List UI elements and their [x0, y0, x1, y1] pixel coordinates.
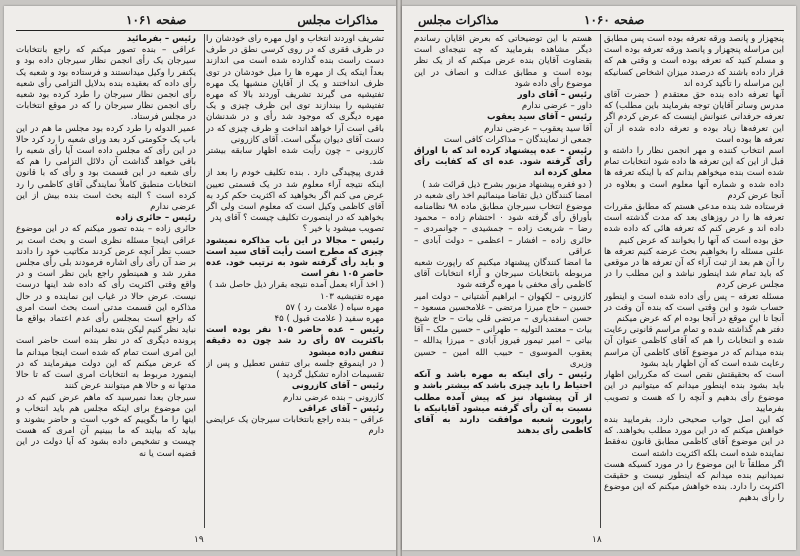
text-paragraph: پنجهزار و پانصد ورقه تعرفه بوده است پس مطابق این مراسله پنجهزار و پانصد ورقه تعرفه بوده است و مسلم کنید که تعرفه بوده است و وقتی هم که قرار داده باشند که درصدد میزان اشخاص کسانیکه این مراسله را تأکید کرده اند	[604, 34, 784, 89]
text-paragraph: رئیس – بفرمائید	[126, 34, 196, 44]
text-paragraph: رئیس – مجالا در این باب مذاکره نمیشود چیزی که مطرح است رأیت آقای سید است و باید رأی گرفته شود به ترتیب خود. عده حاضر ۱۰۵ نفر است	[206, 235, 384, 280]
text-paragraph: عمیر الدوله را طرد کرده بود مجلس ما هم در این باب یک حکومتی کرد بعد ورای شعبه را رد کرد حالا در این رأی که مجلس داده است آیا رأی شعبه را باقی خواهد گذاشت آن دلائل التزامی را هم که رأی شعبه در این قسمت بود و رأی که با قانون انتخابات منطبق کاملاً نمایندگی آقای کاظمی را رد کرده است ؟ البته بحث است بنده بیش از این عرضی ندارم	[16, 123, 196, 213]
text-paragraph: پرونده دیگری که در نظر بنده است حاضر است این امری است تمام که شده است اینجا میدانم ما که عرض میکنم که این دولت میفرمایند که در اینمورد مربوط به انتخابات امری است که تا حالا مدتها نه و حالا هم میتوانند عرض کنند	[16, 336, 196, 392]
text-paragraph: رئیس – آقای عراقی	[298, 403, 384, 414]
text-paragraph: امضا کنندگان ذیل تقاضا مینمائیم اخذ رای شعبه در موضوع انتخاب سیرجان مطابق ماده ۹۸ نظامنامه بأوراق رأی گرفته شود ۰ احتشام زاده – محمود رضا – شریعت زاده – جمشیدی – جوانمردی – حائری زاده – افشار – اعظمی – دولت آبادی – عراقی	[414, 190, 592, 257]
text-paragraph: اگر مطلقاً تا این موضوع را در مورد کسیکه هست نمیدانیم بنده میدانم که اینطور نیست و حقیقت اکثریت را دارد. بنده خواهش میکنم که این موضوع را رأی بدهیم	[604, 459, 784, 504]
text-paragraph: جمعی از نمایندگان – مذاکرات کافی است	[443, 134, 592, 145]
text-paragraph: علنی مسئله را بخواهیم بحث عرضه کنیم تعرفه ها را آن هم بعد از ثبت آراء که آن تعرفه ها در موقعی که باید تمام شد اینطور نباشد و این مطلب را در مجلس عرض کردم	[604, 246, 784, 291]
text-paragraph: رئیس – حائری زاده	[115, 213, 196, 224]
column-divider	[204, 34, 205, 528]
text-paragraph: است که بحقیقتش نقص است که مکرراین اظهار باید بشود بنده اینطور میدانم که میتوانیم در این موضوع رأی بدهیم و آنچه را که هست و تصویب بفرمایید	[604, 370, 784, 414]
text-paragraph: کازرونی – چون رأیت شده اظهار سابقه بیشتر شد.	[206, 146, 384, 168]
text-paragraph: تصویب میشود یا خیر ؟	[302, 224, 384, 235]
left-page-header-page: صفحه ۱۰۶۱	[126, 13, 187, 27]
text-paragraph: رئیس – آقای سید یعقوب	[487, 112, 592, 123]
right-page	[402, 6, 796, 550]
right-page-header	[414, 12, 784, 31]
text-paragraph: کازرونی – لکهوان – ابراهیم آشتیانی – دولت امیر حسین – حاج میرزا مرتضی – غلامحسین مسعود – حسن اسفندیاری – مرتضی قلی بیات – حاج شیخ بیات – معتمد التولیه – طهرانی – حسین ملک – آقا بیاتی – امیر تیمور فیروز آبادی – میرزا یدالله – یعقوب الموسوی – حبیب الله امین – حسین وزیری	[414, 291, 592, 369]
text-paragraph: مهره سیاه ( علامت رد ) ۵۷	[285, 302, 384, 313]
text-paragraph: حائری زاده – بنده تصور میکنم که در این موضوع عراقی اینجا مسئله نظری است و بحث است بر حسب نظر آنچه عرض کردند مکاتیب خود را دادند بر ضد آن رأی رأی اشاره فرمودند بلی رأی مجلس مقرر شد و همینطور راجع باین نظر است و در واقع وقتی اکثریت رأی که داده شد اینها درست نیست. عرض حالا در غیاب این نماینده و در حال مذاکره این قسمت مدتی است بحث است امری که راجع است بمجلس رأی عدم اعتماد بواقع ما نباید نظر کنیم لیکن بنده نمیدانم	[16, 224, 196, 336]
text-paragraph: تشریف آوردند انتخاب و اول مهره رأی خودشان را در ظرف ققری که در روی کرسی نطق در طرف دست راست بنده گذارده شده است می اندازند بعداً اینکه یک از مهره ها را میل خودشان در توی ظرف انداختند و یک از آقایان منشیها یک مهره تفتیشیه می گیرند تشریف آوردند بالا که مهره تفتیشیه را بیندازند توی این ظرف چیزی و یک مهره دیگری که موجود شد رأی و در شدنشان باقی است آرا خواهد انداخت و ظرف چیزی که در دست آقای دیوان بیگی است. آقای کازرونی	[206, 34, 384, 145]
text-paragraph: ( در اینموقع جلسه برای تنفس تعطیل و پس از تقسیمات اداره تشکیل گردید )	[206, 358, 384, 381]
text-paragraph: که این اصل جواب صحیحی دارد. بفرمایید بنده خواهش میکنم که در این مورد مطلب بخواهند. که در این موضوع آقای کاظمی مطابق قانون نه‌فقط نماینده شده است بلکه اکثریت داشته است	[604, 414, 784, 459]
left-page-header	[16, 12, 384, 31]
text-paragraph: دفتر هم گذاشته شده و تمام مراسم قانونی رعایت شده و انتخابات را هم که آقای کاظمی عنوان آن بنده میدانم که در موضوع آقای کاظمی آن مراسم رعایت شده است که آن اظهار باید بشود	[604, 325, 784, 369]
left-page-header-title: مذاکرات مجلس	[297, 13, 378, 27]
right-page-header-title: مذاکرات مجلس	[418, 13, 499, 27]
text-paragraph: ما امضا کنندگان پیشنهاد میکنیم که راپورت شعبه مربوطه بانتخابات سیرجان و آراء انتخابات آقای کاظمی رأی مخفی با مهره گرفته شود	[414, 258, 592, 291]
text-paragraph: رئیس – آقای داور	[517, 90, 592, 101]
text-paragraph: ( دو فقره پیشنهاد مزبور بشرح ذیل قرائت شد )	[422, 179, 592, 190]
left-page-number: ۱۹	[194, 535, 204, 545]
left-page	[4, 6, 396, 550]
text-paragraph: عراقی – بنده تصور میکنم که راجع بانتخابات سیرجان یک رأی انجمن نظار سیرجان داده بود و یکنفر را وکیل میدانستند و فرستاده بود و شعبه یک رأی داده که بعقیده بنده بدلایل التزامی رأی شعبه رأی انجمن نظار سیرجان را طرد کرده بود شعبه رأی انجمن نظار سیرجان را که در موقع انتخابات در مجلس فرستاد.	[16, 45, 196, 123]
text-paragraph: رئیس – عده حاضر ۱۰۵ نفر بوده است باکثریت ۵۷ رأی رد شد چون ده دقیقه تنفس داده میشود	[206, 325, 384, 358]
text-paragraph: کازرونی – بنده عرضی ندارم	[282, 392, 384, 403]
text-paragraph: ( اخذ آراء بعمل آمده نتیجه بقرار ذیل حاصل شد )	[208, 280, 384, 291]
text-paragraph: فرستاده شد بنده مدعی هستم که مطابق مقررات تعرفه ها را در روزهای بعد که مدت گذشته است داده اند و عرض کنم که تعرفه هائی که داده شده حق بوده است که آنها را بخوانند که عرض کنیم	[604, 202, 784, 246]
right-page-column-left	[414, 34, 592, 528]
text-paragraph: قدری پیچیدگی دارد . بنده تکلیف خودم را بعد از اینکه نتیجه آراء معلوم شد در یک قسمتی تعیین عرض می کنم اگر بخواهید که اکثریت حکم کرد به آقای کاظمی وکیل است که معلوم است ولی اگر بخواهید که در اینصورت تکلیف چیست ؟ آقای پدر	[206, 168, 384, 224]
text-paragraph: رئیس – آقای کازرونی	[291, 381, 384, 392]
left-page-column-right	[206, 34, 384, 528]
text-paragraph: رئیس – عده پیشنهاد کرده اند که با اوراق رأی گرفته شود. عده ای که کفایت رأی معلق کرده اند	[414, 146, 592, 179]
text-paragraph: مسئله تعرفه – پس رأی داده شده است و اینطور حساب شود و این وقتی است که بنده آن وقت در آنجا تا این موقع در آنجا بوده ام که عرض میکنم	[604, 291, 784, 325]
right-page-columns	[414, 34, 784, 528]
text-paragraph: مهره تفتیشیه ۱۰۳	[320, 291, 384, 302]
column-divider	[600, 34, 601, 528]
text-paragraph: اسم انتخاب کننده و مهر انجمن نظار را داشته و قبل از این که این تعرفه ها داده شود انتخابات تمام شده است بنده میخواهم بدانم که با اینکه تعرفه ها داده شده و شماره آنها معلوم است و بعلاوه در آنجا عرض کردم	[604, 146, 784, 201]
left-page-column-left	[16, 34, 196, 528]
text-paragraph: رئیس – رأی اینکه به مهره باشد و آنکه احتیاط را باید چیزی باشد که بیشتر باشد و از آن پیشنهاد نیز که پیش آمده مطلب نسبت به آن رأی گرفته میشود آقایانیکه با راپورت شعبه موافقت دارند به آقای کاظمی رأی بدهند	[414, 370, 592, 437]
text-paragraph: آنها تعرفه داده بنده حق معتقدم ( حضرت آقای مدرس وساتر آقایان توجه بفرمایند باین مطلب) که تعرفه حرفدانی عنوانش اینست که عرض کردم اگر این تعرفه‌ها زیاد بوده و تعرفه داده شده از آن تعرفه ها بوده است	[604, 90, 784, 145]
text-paragraph: عراقی – بنده راجع بانتخابات سیرجان یک عرایضی دارم	[206, 414, 384, 437]
text-paragraph: داور – عرضی ندارم	[521, 101, 592, 112]
text-paragraph: هستم با این توضیحاتی که بعرض آقایان رساندم دیگر مشاهده بفرمایید که چه نتیجه‌ای است بقضاوت آقایان بنده عرض میکنم که از یک نظر بوده است و مطابق عدالت و انصاف در این موضوع رأی داده شود	[414, 34, 592, 89]
right-page-header-page: صفحه ۱۰۶۰	[584, 13, 645, 27]
text-paragraph: مهره سفید ( علامت قبول ) ۴۵	[274, 314, 384, 325]
left-page-columns	[16, 34, 384, 528]
right-page-number: ۱۸	[592, 535, 602, 545]
text-paragraph: آقا سید یعقوب – عرضی ندارم	[484, 123, 592, 134]
text-paragraph: سیرجان بعدا نمیرسید که ماهم عرض کنیم که در این موضوع برای اینکه مجلس هم باید انتخاب و اینها را ما بگوییم که خوب است و حاضر بشوند و بیاید که بیایند که ما ببینیم آن امری که هست چیست و تشخیص داده بشود که آیا دولت در این قضیه است یا نه	[16, 392, 196, 459]
right-page-column-right	[604, 34, 784, 528]
